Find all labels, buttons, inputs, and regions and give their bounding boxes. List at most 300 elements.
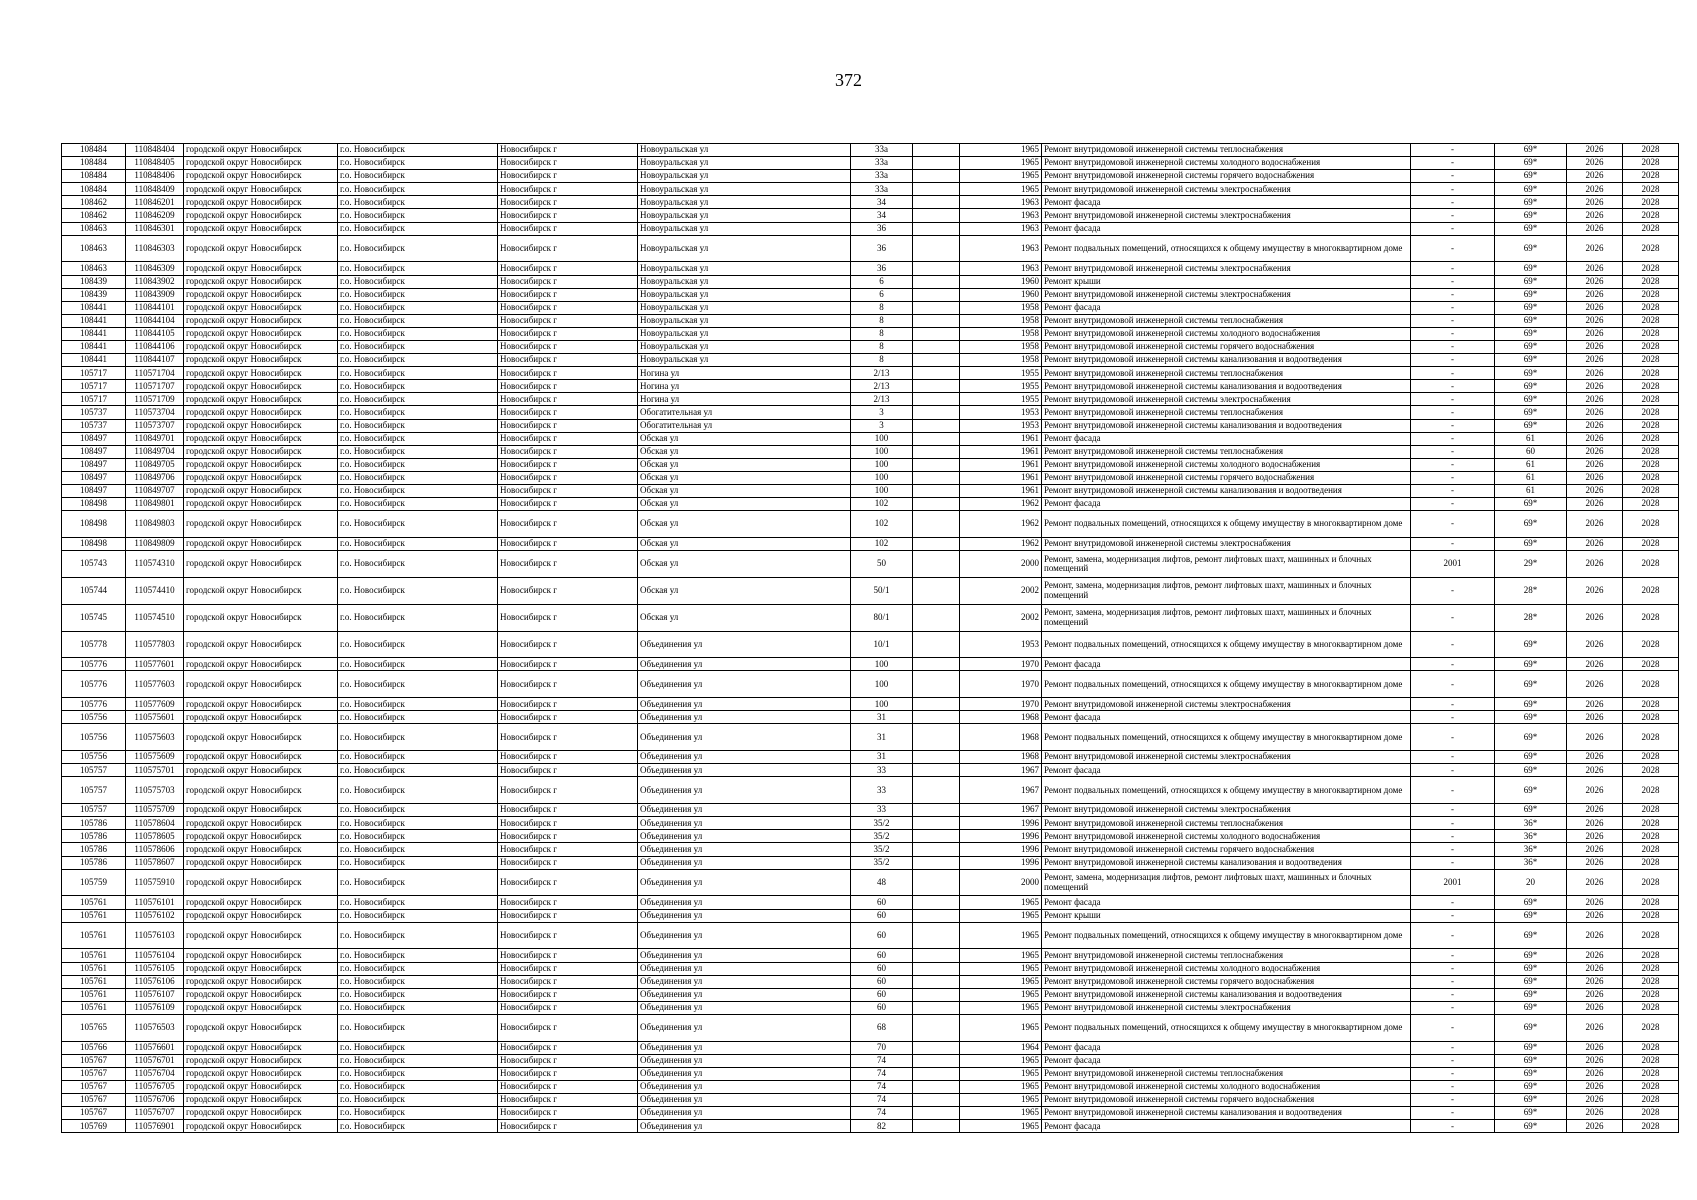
wear-percent-cell: 69*: [1495, 393, 1567, 406]
record-code-cell: 110848409: [126, 183, 184, 196]
municipality-cell: городской округ Новосибирск: [184, 751, 338, 764]
record-code-cell: 110576705: [126, 1080, 184, 1093]
municipality-cell: городской округ Новосибирск: [184, 275, 338, 288]
street-cell: Обская ул: [638, 432, 851, 445]
wear-percent-cell: 69*: [1495, 327, 1567, 340]
street-cell: Обская ул: [638, 551, 851, 578]
building-cell: [913, 393, 960, 406]
work-type-cell: Ремонт внутридомовой инженерной системы электроснабжения: [1042, 698, 1411, 711]
municipal-district-cell: г.о. Новосибирск: [338, 471, 498, 484]
wear-percent-cell: 20: [1495, 869, 1567, 896]
wear-percent-cell: 69*: [1495, 406, 1567, 419]
plan-year-start-cell: 2026: [1567, 327, 1623, 340]
municipal-district-cell: г.о. Новосибирск: [338, 498, 498, 511]
construction-year-cell: 1953: [960, 419, 1042, 432]
work-type-cell: Ремонт, замена, модернизация лифтов, ремонт лифтовых шахт, машинных и блочных помещений: [1042, 604, 1411, 631]
locality-cell: Новосибирск г: [498, 843, 638, 856]
house-number-cell: 100: [851, 445, 913, 458]
work-type-cell: Ремонт внутридомовой инженерной системы теплоснабжения: [1042, 144, 1411, 157]
municipality-cell: городской округ Новосибирск: [184, 896, 338, 909]
plan-year-end-cell: 2028: [1623, 764, 1679, 777]
municipal-district-cell: г.о. Новосибирск: [338, 1054, 498, 1067]
wear-percent-cell: 69*: [1495, 196, 1567, 209]
locality-cell: Новосибирск г: [498, 301, 638, 314]
plan-year-start-cell: 2026: [1567, 577, 1623, 604]
construction-year-cell: 1960: [960, 288, 1042, 301]
street-cell: Объединения ул: [638, 658, 851, 671]
plan-year-end-cell: 2028: [1623, 830, 1679, 843]
work-type-cell: Ремонт внутридомовой инженерной системы теплоснабжения: [1042, 367, 1411, 380]
municipality-cell: городской округ Новосибирск: [184, 144, 338, 157]
building-cell: [913, 777, 960, 804]
plan-year-start-cell: 2026: [1567, 498, 1623, 511]
building-cell: [913, 275, 960, 288]
plan-year-start-cell: 2026: [1567, 209, 1623, 222]
construction-year-cell: 1953: [960, 631, 1042, 658]
house-number-cell: 31: [851, 711, 913, 724]
construction-year-cell: 1965: [960, 988, 1042, 1001]
street-cell: Новоуральская ул: [638, 275, 851, 288]
previous-repair-year-cell: -: [1411, 830, 1495, 843]
locality-cell: Новосибирск г: [498, 222, 638, 235]
locality-cell: Новосибирск г: [498, 631, 638, 658]
work-type-cell: Ремонт внутридомовой инженерной системы теплоснабжения: [1042, 406, 1411, 419]
record-code-cell: 110849701: [126, 432, 184, 445]
record-code-cell: 110575609: [126, 751, 184, 764]
previous-repair-year-cell: -: [1411, 658, 1495, 671]
municipality-cell: городской округ Новосибирск: [184, 1080, 338, 1093]
municipal-district-cell: г.о. Новосибирск: [338, 975, 498, 988]
construction-year-cell: 1996: [960, 817, 1042, 830]
plan-year-end-cell: 2028: [1623, 922, 1679, 949]
construction-year-cell: 1965: [960, 1014, 1042, 1041]
record-code-cell: 110844101: [126, 301, 184, 314]
building-cell: [913, 498, 960, 511]
previous-repair-year-cell: -: [1411, 485, 1495, 498]
previous-repair-year-cell: -: [1411, 804, 1495, 817]
work-type-cell: Ремонт внутридомовой инженерной системы электроснабжения: [1042, 262, 1411, 275]
municipality-cell: городской округ Новосибирск: [184, 1041, 338, 1054]
table-row: [62, 975, 1679, 988]
locality-cell: Новосибирск г: [498, 314, 638, 327]
building-cell: [913, 869, 960, 896]
previous-repair-year-cell: -: [1411, 577, 1495, 604]
building-cell: [913, 631, 960, 658]
work-type-cell: Ремонт внутридомовой инженерной системы канализования и водоотведения: [1042, 380, 1411, 393]
previous-repair-year-cell: -: [1411, 975, 1495, 988]
municipality-cell: городской округ Новосибирск: [184, 711, 338, 724]
house-id-cell: 108441: [62, 354, 126, 367]
house-number-cell: 50: [851, 551, 913, 578]
construction-year-cell: 1965: [960, 1001, 1042, 1014]
municipal-district-cell: г.о. Новосибирск: [338, 485, 498, 498]
locality-cell: Новосибирск г: [498, 471, 638, 484]
table-row: [62, 711, 1679, 724]
table-row: [62, 724, 1679, 751]
construction-year-cell: 1965: [960, 1054, 1042, 1067]
municipal-district-cell: г.о. Новосибирск: [338, 170, 498, 183]
construction-year-cell: 1965: [960, 975, 1042, 988]
locality-cell: Новосибирск г: [498, 419, 638, 432]
locality-cell: Новосибирск г: [498, 393, 638, 406]
building-cell: [913, 604, 960, 631]
plan-year-end-cell: 2028: [1623, 1067, 1679, 1080]
plan-year-start-cell: 2026: [1567, 432, 1623, 445]
street-cell: Обская ул: [638, 485, 851, 498]
table-row: [62, 144, 1679, 157]
building-cell: [913, 698, 960, 711]
wear-percent-cell: 61: [1495, 458, 1567, 471]
plan-year-end-cell: 2028: [1623, 485, 1679, 498]
table-row: [62, 909, 1679, 922]
street-cell: Обская ул: [638, 538, 851, 551]
work-type-cell: Ремонт фасада: [1042, 301, 1411, 314]
record-code-cell: 110574310: [126, 551, 184, 578]
building-cell: [913, 658, 960, 671]
work-type-cell: Ремонт внутридомовой инженерной системы холодного водоснабжения: [1042, 1080, 1411, 1093]
table-body: [62, 144, 1679, 1133]
house-number-cell: 100: [851, 658, 913, 671]
street-cell: Новоуральская ул: [638, 196, 851, 209]
house-id-cell: 108497: [62, 485, 126, 498]
street-cell: Ногина ул: [638, 380, 851, 393]
house-id-cell: 105756: [62, 711, 126, 724]
table-row: [62, 301, 1679, 314]
locality-cell: Новосибирск г: [498, 577, 638, 604]
municipality-cell: городской округ Новосибирск: [184, 327, 338, 340]
plan-year-start-cell: 2026: [1567, 830, 1623, 843]
previous-repair-year-cell: -: [1411, 445, 1495, 458]
municipal-district-cell: г.о. Новосибирск: [338, 314, 498, 327]
municipal-district-cell: г.о. Новосибирск: [338, 724, 498, 751]
locality-cell: Новосибирск г: [498, 367, 638, 380]
work-type-cell: Ремонт фасада: [1042, 1041, 1411, 1054]
construction-year-cell: 1962: [960, 511, 1042, 538]
table-row: [62, 393, 1679, 406]
work-type-cell: Ремонт внутридомовой инженерной системы электроснабжения: [1042, 751, 1411, 764]
plan-year-end-cell: 2028: [1623, 209, 1679, 222]
house-id-cell: 108498: [62, 538, 126, 551]
wear-percent-cell: 28*: [1495, 577, 1567, 604]
previous-repair-year-cell: -: [1411, 458, 1495, 471]
locality-cell: Новосибирск г: [498, 764, 638, 777]
house-id-cell: 105786: [62, 817, 126, 830]
previous-repair-year-cell: -: [1411, 922, 1495, 949]
wear-percent-cell: 61: [1495, 471, 1567, 484]
building-cell: [913, 485, 960, 498]
wear-percent-cell: 69*: [1495, 777, 1567, 804]
municipal-district-cell: г.о. Новосибирск: [338, 1067, 498, 1080]
municipality-cell: городской округ Новосибирск: [184, 1107, 338, 1120]
capital-repair-table: [61, 143, 1679, 1133]
previous-repair-year-cell: -: [1411, 262, 1495, 275]
wear-percent-cell: 69*: [1495, 962, 1567, 975]
wear-percent-cell: 69*: [1495, 1041, 1567, 1054]
wear-percent-cell: 36*: [1495, 817, 1567, 830]
building-cell: [913, 144, 960, 157]
wear-percent-cell: 36*: [1495, 843, 1567, 856]
construction-year-cell: 1961: [960, 458, 1042, 471]
municipality-cell: городской округ Новосибирск: [184, 631, 338, 658]
house-id-cell: 108462: [62, 209, 126, 222]
locality-cell: Новосибирск г: [498, 604, 638, 631]
plan-year-start-cell: 2026: [1567, 764, 1623, 777]
table-row: [62, 157, 1679, 170]
building-cell: [913, 1094, 960, 1107]
street-cell: Объединения ул: [638, 1120, 851, 1133]
house-number-cell: 8: [851, 354, 913, 367]
street-cell: Обская ул: [638, 498, 851, 511]
street-cell: Новоуральская ул: [638, 235, 851, 262]
record-code-cell: 110576101: [126, 896, 184, 909]
locality-cell: Новосибирск г: [498, 1120, 638, 1133]
municipality-cell: городской округ Новосибирск: [184, 1067, 338, 1080]
plan-year-end-cell: 2028: [1623, 671, 1679, 698]
municipality-cell: городской округ Новосибирск: [184, 962, 338, 975]
plan-year-end-cell: 2028: [1623, 604, 1679, 631]
wear-percent-cell: 69*: [1495, 698, 1567, 711]
work-type-cell: Ремонт внутридомовой инженерной системы теплоснабжения: [1042, 949, 1411, 962]
plan-year-start-cell: 2026: [1567, 777, 1623, 804]
record-code-cell: 110571704: [126, 367, 184, 380]
previous-repair-year-cell: -: [1411, 288, 1495, 301]
work-type-cell: Ремонт внутридомовой инженерной системы канализования и водоотведения: [1042, 419, 1411, 432]
record-code-cell: 110575701: [126, 764, 184, 777]
house-id-cell: 108463: [62, 222, 126, 235]
table-row: [62, 631, 1679, 658]
construction-year-cell: 1955: [960, 367, 1042, 380]
house-number-cell: 35/2: [851, 856, 913, 869]
municipality-cell: городской округ Новосибирск: [184, 777, 338, 804]
plan-year-end-cell: 2028: [1623, 949, 1679, 962]
wear-percent-cell: 69*: [1495, 896, 1567, 909]
plan-year-end-cell: 2028: [1623, 577, 1679, 604]
previous-repair-year-cell: -: [1411, 1014, 1495, 1041]
plan-year-end-cell: 2028: [1623, 1001, 1679, 1014]
building-cell: [913, 1001, 960, 1014]
plan-year-end-cell: 2028: [1623, 380, 1679, 393]
plan-year-start-cell: 2026: [1567, 988, 1623, 1001]
locality-cell: Новосибирск г: [498, 1080, 638, 1093]
municipal-district-cell: г.о. Новосибирск: [338, 1001, 498, 1014]
municipal-district-cell: г.о. Новосибирск: [338, 777, 498, 804]
municipality-cell: городской округ Новосибирск: [184, 288, 338, 301]
building-cell: [913, 909, 960, 922]
work-type-cell: Ремонт фасада: [1042, 1054, 1411, 1067]
plan-year-end-cell: 2028: [1623, 354, 1679, 367]
table-row: [62, 577, 1679, 604]
house-id-cell: 108441: [62, 341, 126, 354]
building-cell: [913, 1067, 960, 1080]
previous-repair-year-cell: -: [1411, 631, 1495, 658]
plan-year-start-cell: 2026: [1567, 367, 1623, 380]
locality-cell: Новосибирск г: [498, 896, 638, 909]
previous-repair-year-cell: -: [1411, 896, 1495, 909]
plan-year-start-cell: 2026: [1567, 144, 1623, 157]
record-code-cell: 110576503: [126, 1014, 184, 1041]
locality-cell: Новосибирск г: [498, 235, 638, 262]
plan-year-start-cell: 2026: [1567, 183, 1623, 196]
locality-cell: Новосибирск г: [498, 1041, 638, 1054]
municipal-district-cell: г.о. Новосибирск: [338, 511, 498, 538]
municipality-cell: городской округ Новосибирск: [184, 551, 338, 578]
work-type-cell: Ремонт внутридомовой инженерной системы электроснабжения: [1042, 393, 1411, 406]
table-row: [62, 288, 1679, 301]
street-cell: Объединения ул: [638, 1107, 851, 1120]
previous-repair-year-cell: -: [1411, 170, 1495, 183]
table-row: [62, 830, 1679, 843]
work-type-cell: Ремонт внутридомовой инженерной системы холодного водоснабжения: [1042, 458, 1411, 471]
construction-year-cell: 1963: [960, 222, 1042, 235]
house-number-cell: 31: [851, 751, 913, 764]
record-code-cell: 110843909: [126, 288, 184, 301]
municipality-cell: городской округ Новосибирск: [184, 830, 338, 843]
table-row: [62, 1094, 1679, 1107]
record-code-cell: 110844107: [126, 354, 184, 367]
locality-cell: Новосибирск г: [498, 698, 638, 711]
street-cell: Объединения ул: [638, 724, 851, 751]
work-type-cell: Ремонт внутридомовой инженерной системы холодного водоснабжения: [1042, 157, 1411, 170]
work-type-cell: Ремонт внутридомовой инженерной системы электроснабжения: [1042, 288, 1411, 301]
previous-repair-year-cell: -: [1411, 856, 1495, 869]
record-code-cell: 110843902: [126, 275, 184, 288]
previous-repair-year-cell: -: [1411, 327, 1495, 340]
municipal-district-cell: г.о. Новосибирск: [338, 1041, 498, 1054]
municipality-cell: городской округ Новосибирск: [184, 869, 338, 896]
municipality-cell: городской округ Новосибирск: [184, 170, 338, 183]
house-number-cell: 100: [851, 698, 913, 711]
table-row: [62, 604, 1679, 631]
municipal-district-cell: г.о. Новосибирск: [338, 631, 498, 658]
previous-repair-year-cell: -: [1411, 314, 1495, 327]
house-id-cell: 105743: [62, 551, 126, 578]
previous-repair-year-cell: -: [1411, 367, 1495, 380]
wear-percent-cell: 69*: [1495, 183, 1567, 196]
plan-year-end-cell: 2028: [1623, 804, 1679, 817]
work-type-cell: Ремонт внутридомовой инженерной системы канализования и водоотведения: [1042, 988, 1411, 1001]
work-type-cell: Ремонт внутридомовой инженерной системы теплоснабжения: [1042, 1067, 1411, 1080]
street-cell: Новоуральская ул: [638, 222, 851, 235]
wear-percent-cell: 69*: [1495, 804, 1567, 817]
table-row: [62, 843, 1679, 856]
building-cell: [913, 196, 960, 209]
work-type-cell: Ремонт подвальных помещений, относящихся к общему имуществу в многоквартирном доме: [1042, 777, 1411, 804]
house-number-cell: 33а: [851, 144, 913, 157]
street-cell: Новоуральская ул: [638, 157, 851, 170]
municipal-district-cell: г.о. Новосибирск: [338, 817, 498, 830]
table-row: [62, 222, 1679, 235]
municipality-cell: городской округ Новосибирск: [184, 393, 338, 406]
work-type-cell: Ремонт, замена, модернизация лифтов, ремонт лифтовых шахт, машинных и блочных помещений: [1042, 551, 1411, 578]
previous-repair-year-cell: -: [1411, 341, 1495, 354]
table-row: [62, 922, 1679, 949]
street-cell: Объединения ул: [638, 896, 851, 909]
table-row: [62, 1001, 1679, 1014]
previous-repair-year-cell: -: [1411, 1080, 1495, 1093]
table-row: [62, 896, 1679, 909]
house-number-cell: 50/1: [851, 577, 913, 604]
record-code-cell: 110578607: [126, 856, 184, 869]
house-id-cell: 108463: [62, 262, 126, 275]
street-cell: Новоуральская ул: [638, 262, 851, 275]
wear-percent-cell: 69*: [1495, 751, 1567, 764]
house-number-cell: 2/13: [851, 393, 913, 406]
building-cell: [913, 577, 960, 604]
work-type-cell: Ремонт подвальных помещений, относящихся к общему имуществу в многоквартирном доме: [1042, 724, 1411, 751]
table-row: [62, 367, 1679, 380]
street-cell: Объединения ул: [638, 962, 851, 975]
building-cell: [913, 471, 960, 484]
house-number-cell: 34: [851, 209, 913, 222]
street-cell: Объединения ул: [638, 711, 851, 724]
municipality-cell: городской округ Новосибирск: [184, 658, 338, 671]
municipal-district-cell: г.о. Новосибирск: [338, 671, 498, 698]
house-id-cell: 105778: [62, 631, 126, 658]
street-cell: Новоуральская ул: [638, 170, 851, 183]
plan-year-end-cell: 2028: [1623, 1014, 1679, 1041]
work-type-cell: Ремонт крыши: [1042, 275, 1411, 288]
locality-cell: Новосибирск г: [498, 551, 638, 578]
street-cell: Объединения ул: [638, 631, 851, 658]
wear-percent-cell: 69*: [1495, 341, 1567, 354]
plan-year-start-cell: 2026: [1567, 671, 1623, 698]
locality-cell: Новосибирск г: [498, 538, 638, 551]
plan-year-end-cell: 2028: [1623, 551, 1679, 578]
plan-year-end-cell: 2028: [1623, 698, 1679, 711]
plan-year-end-cell: 2028: [1623, 869, 1679, 896]
municipality-cell: городской округ Новосибирск: [184, 235, 338, 262]
work-type-cell: Ремонт внутридомовой инженерной системы горячего водоснабжения: [1042, 975, 1411, 988]
building-cell: [913, 1054, 960, 1067]
house-number-cell: 36: [851, 262, 913, 275]
street-cell: Новоуральская ул: [638, 183, 851, 196]
municipal-district-cell: г.о. Новосибирск: [338, 327, 498, 340]
house-number-cell: 60: [851, 975, 913, 988]
municipal-district-cell: г.о. Новосибирск: [338, 804, 498, 817]
house-id-cell: 108463: [62, 235, 126, 262]
record-code-cell: 110575603: [126, 724, 184, 751]
wear-percent-cell: 69*: [1495, 144, 1567, 157]
plan-year-end-cell: 2028: [1623, 843, 1679, 856]
plan-year-end-cell: 2028: [1623, 432, 1679, 445]
municipality-cell: городской округ Новосибирск: [184, 301, 338, 314]
previous-repair-year-cell: -: [1411, 1094, 1495, 1107]
previous-repair-year-cell: -: [1411, 196, 1495, 209]
locality-cell: Новосибирск г: [498, 804, 638, 817]
table-row: [62, 671, 1679, 698]
plan-year-start-cell: 2026: [1567, 856, 1623, 869]
street-cell: Объединения ул: [638, 909, 851, 922]
table-row: [62, 275, 1679, 288]
record-code-cell: 110848405: [126, 157, 184, 170]
house-id-cell: 105761: [62, 896, 126, 909]
wear-percent-cell: 60: [1495, 445, 1567, 458]
wear-percent-cell: 69*: [1495, 1014, 1567, 1041]
construction-year-cell: 1965: [960, 922, 1042, 949]
municipality-cell: городской округ Новосибирск: [184, 458, 338, 471]
building-cell: [913, 538, 960, 551]
wear-percent-cell: 69*: [1495, 209, 1567, 222]
work-type-cell: Ремонт, замена, модернизация лифтов, ремонт лифтовых шахт, машинных и блочных помещений: [1042, 869, 1411, 896]
record-code-cell: 110849801: [126, 498, 184, 511]
municipality-cell: городской округ Новосибирск: [184, 183, 338, 196]
plan-year-start-cell: 2026: [1567, 869, 1623, 896]
page-number: 372: [835, 70, 862, 90]
construction-year-cell: 1958: [960, 301, 1042, 314]
work-type-cell: Ремонт внутридомовой инженерной системы электроснабжения: [1042, 183, 1411, 196]
previous-repair-year-cell: -: [1411, 962, 1495, 975]
street-cell: Объединения ул: [638, 843, 851, 856]
